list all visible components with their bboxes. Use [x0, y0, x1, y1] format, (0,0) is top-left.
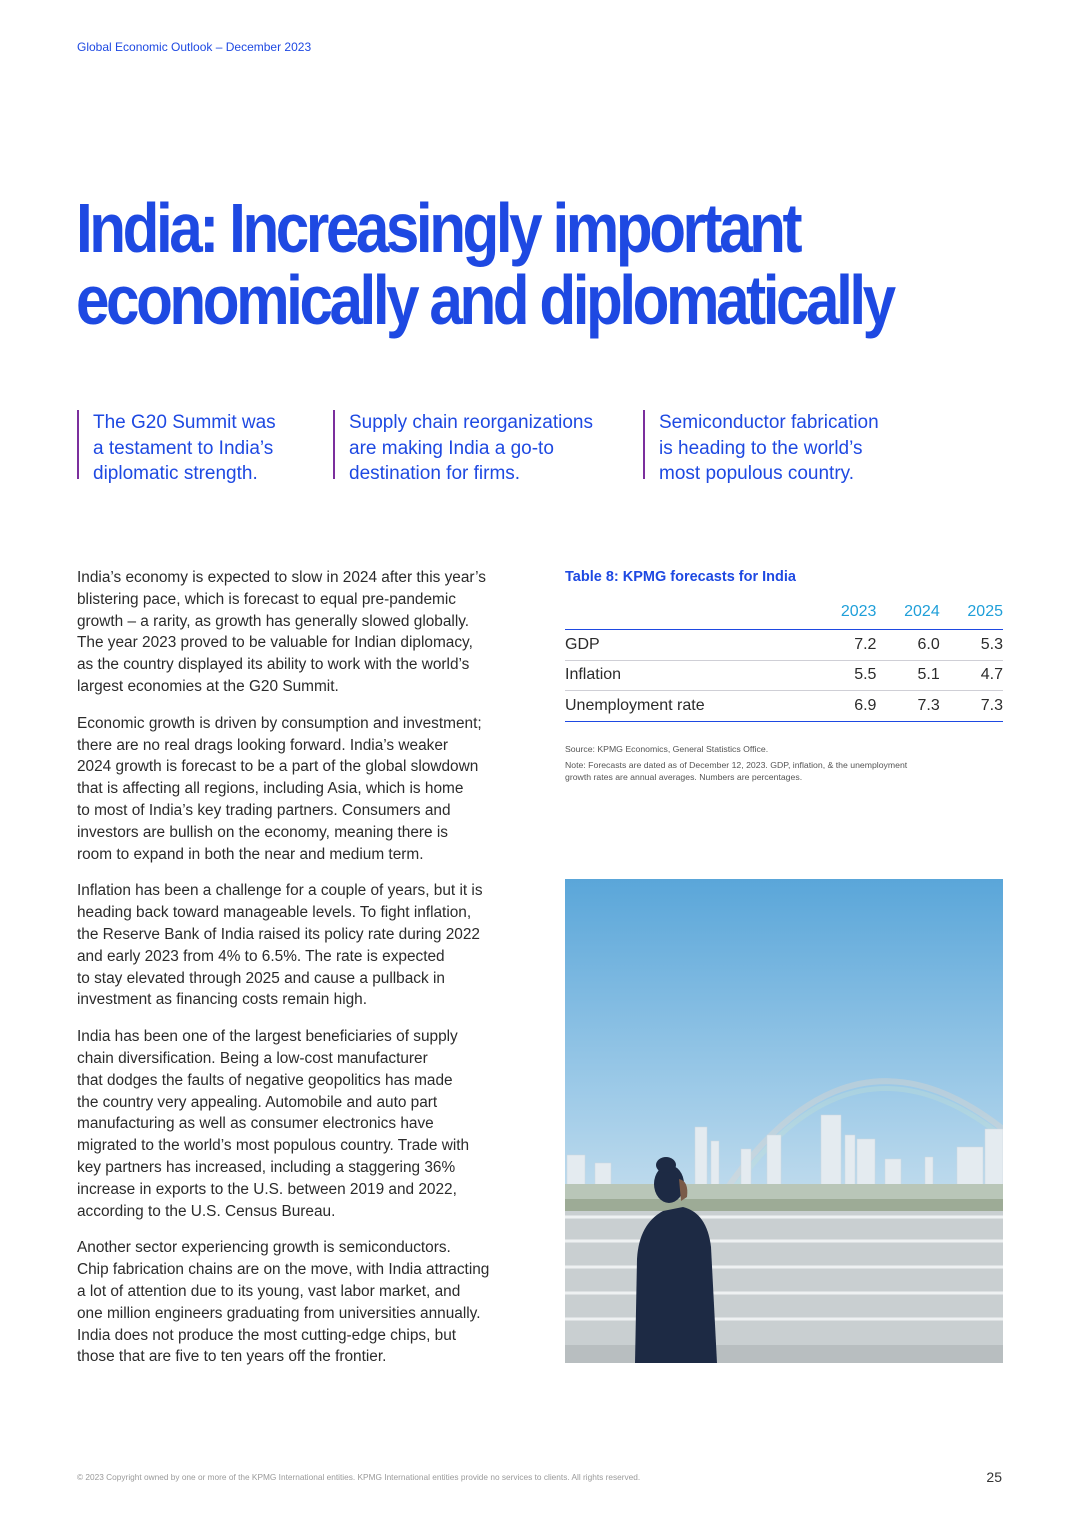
page-number: 25 — [986, 1469, 1002, 1485]
table-note-line: growth rates are annual averages. Numbers are percentages. — [565, 771, 803, 782]
callout-line: Semiconductor fabrication — [659, 412, 879, 433]
table-cell: 5.3 — [940, 630, 1003, 661]
text-line: those that are five to ten years off the frontier. — [77, 1348, 387, 1366]
column-header-2023: 2023 — [813, 601, 876, 630]
text-line: investment as financing costs remain high. — [77, 991, 368, 1009]
paragraph — [77, 567, 522, 698]
text-line: increase in exports to the U.S. between 2019 and 2022, — [77, 1180, 457, 1198]
text-line: India does not produce the most cutting-edge chips, but — [77, 1326, 457, 1344]
text-line: room to expand in both the near and medium term. — [77, 845, 424, 863]
callout-supply-chain — [333, 410, 593, 484]
body-text — [77, 567, 522, 1383]
callout-line: is heading to the world’s — [659, 437, 863, 459]
row-label: GDP — [565, 630, 813, 661]
forecast-table-block — [565, 567, 1003, 783]
text-line: growth – a rarity, as growth has generally slowed globally. — [77, 612, 470, 630]
callout-line: diplomatic strength. — [93, 463, 258, 484]
text-line: Economic growth is driven by consumption and investment; — [77, 714, 482, 732]
text-line: one million engineers graduating from universities annually. — [77, 1304, 481, 1322]
text-line: that is affecting all regions, including Asia, which is home — [77, 780, 464, 798]
text-line: chain diversification. Being a low-cost manufacturer — [77, 1049, 428, 1067]
text-line: India’s economy is expected to slow in 2024 after this year’s — [77, 569, 486, 586]
table-cell: 5.1 — [876, 660, 939, 691]
column-header-2025: 2025 — [940, 601, 1003, 630]
text-line: as the country displayed its ability to work with the world’s — [77, 656, 470, 674]
text-line: that dodges the faults of negative geopolitics has made — [77, 1071, 453, 1089]
paragraph — [77, 1237, 522, 1368]
table-cell: 7.3 — [876, 691, 939, 722]
table-source: Source: KPMG Economics, General Statistics Office. — [565, 743, 769, 754]
text-line: manufacturing as well as consumer electronics have — [77, 1115, 434, 1133]
text-line: investors are bullish on the economy, meaning there is — [77, 823, 448, 841]
forecast-table — [565, 601, 1003, 722]
callout-line: most populous country. — [659, 463, 855, 484]
text-line: Another sector experiencing growth is semiconductors. — [77, 1239, 451, 1257]
copyright-footer: © 2023 Copyright owned by one or more of the KPMG International entities. KPMG International entities provide no services to clients. All rights reserved. — [77, 1472, 641, 1482]
running-header: Global Economic Outlook – December 2023 — [77, 40, 312, 54]
paragraph — [77, 713, 522, 866]
text-line: India has been one of the largest beneficiaries of supply — [77, 1028, 458, 1046]
table-source-note — [565, 744, 1003, 784]
callout-g20 — [77, 410, 276, 484]
text-line: Inflation has been a challenge for a couple of years, but it is — [77, 882, 483, 900]
row-label: Inflation — [565, 660, 813, 691]
city-skyline-photo — [565, 879, 1003, 1363]
paragraph — [77, 1026, 522, 1222]
table-cell: 7.2 — [813, 630, 876, 661]
text-line: The year 2023 proved to be valuable for Indian diplomacy, — [77, 634, 473, 652]
callout-line: are making India a go-to — [349, 437, 554, 459]
callout-semiconductor — [643, 410, 879, 484]
text-line: migrated to the world’s most populous country. Trade with — [77, 1137, 470, 1155]
column-header — [565, 601, 813, 630]
text-line: largest economies at the G20 Summit. — [77, 677, 339, 695]
table-cell: 5.5 — [813, 660, 876, 691]
table-header-row — [565, 601, 1003, 630]
text-line: the Reserve Bank of India raised its policy rate during 2022 — [77, 925, 480, 943]
table-note-line: Note: Forecasts are dated as of December 12, 2023. GDP, inflation, & the unemployment — [565, 760, 908, 770]
callout-line: destination for firms. — [349, 463, 521, 484]
text-line: heading back toward manageable levels. To fight inflation, — [77, 904, 472, 922]
column-header-2024: 2024 — [876, 601, 939, 630]
text-line: the country very appealing. Automobile and auto part — [77, 1093, 438, 1111]
page-title-line: economically and diplomatically — [76, 261, 893, 339]
text-line: and early 2023 from 4% to 6.5%. The rate is expected — [77, 947, 445, 965]
table-row — [565, 691, 1003, 722]
table-cell: 4.7 — [940, 660, 1003, 691]
text-line: key partners has increased, including a staggering 36% — [77, 1158, 456, 1176]
paragraph — [77, 880, 522, 1011]
text-line: to stay elevated through 2025 and cause a pullback in — [77, 969, 445, 987]
table-row — [565, 660, 1003, 691]
key-takeaways — [77, 410, 1007, 490]
table-row — [565, 630, 1003, 661]
text-line: blistering pace, which is forecast to equal pre-pandemic — [77, 590, 456, 608]
text-line: there are no real drags looking forward. India’s weaker — [77, 736, 449, 754]
callout-line: a testament to India’s — [93, 437, 274, 459]
table-cell: 6.0 — [876, 630, 939, 661]
text-line: a lot of attention due to its young, vast labor market, and — [77, 1282, 461, 1300]
text-line: 2024 growth is forecast to be a part of the global slowdown — [77, 758, 479, 776]
page-title-line: India: Increasingly important — [76, 189, 800, 267]
table-title: Table 8: KPMG forecasts for India — [565, 569, 796, 585]
text-line: to most of India’s key trading partners. Consumers and — [77, 801, 451, 819]
text-line: Chip fabrication chains are on the move, with India attracting — [77, 1261, 490, 1279]
text-line: according to the U.S. Census Bureau. — [77, 1202, 336, 1220]
callout-line: Supply chain reorganizations — [349, 412, 593, 433]
row-label: Unemployment rate — [565, 691, 813, 722]
callout-line: The G20 Summit was — [93, 412, 276, 433]
page-title — [76, 189, 893, 339]
table-cell: 6.9 — [813, 691, 876, 722]
table-cell: 7.3 — [940, 691, 1003, 722]
